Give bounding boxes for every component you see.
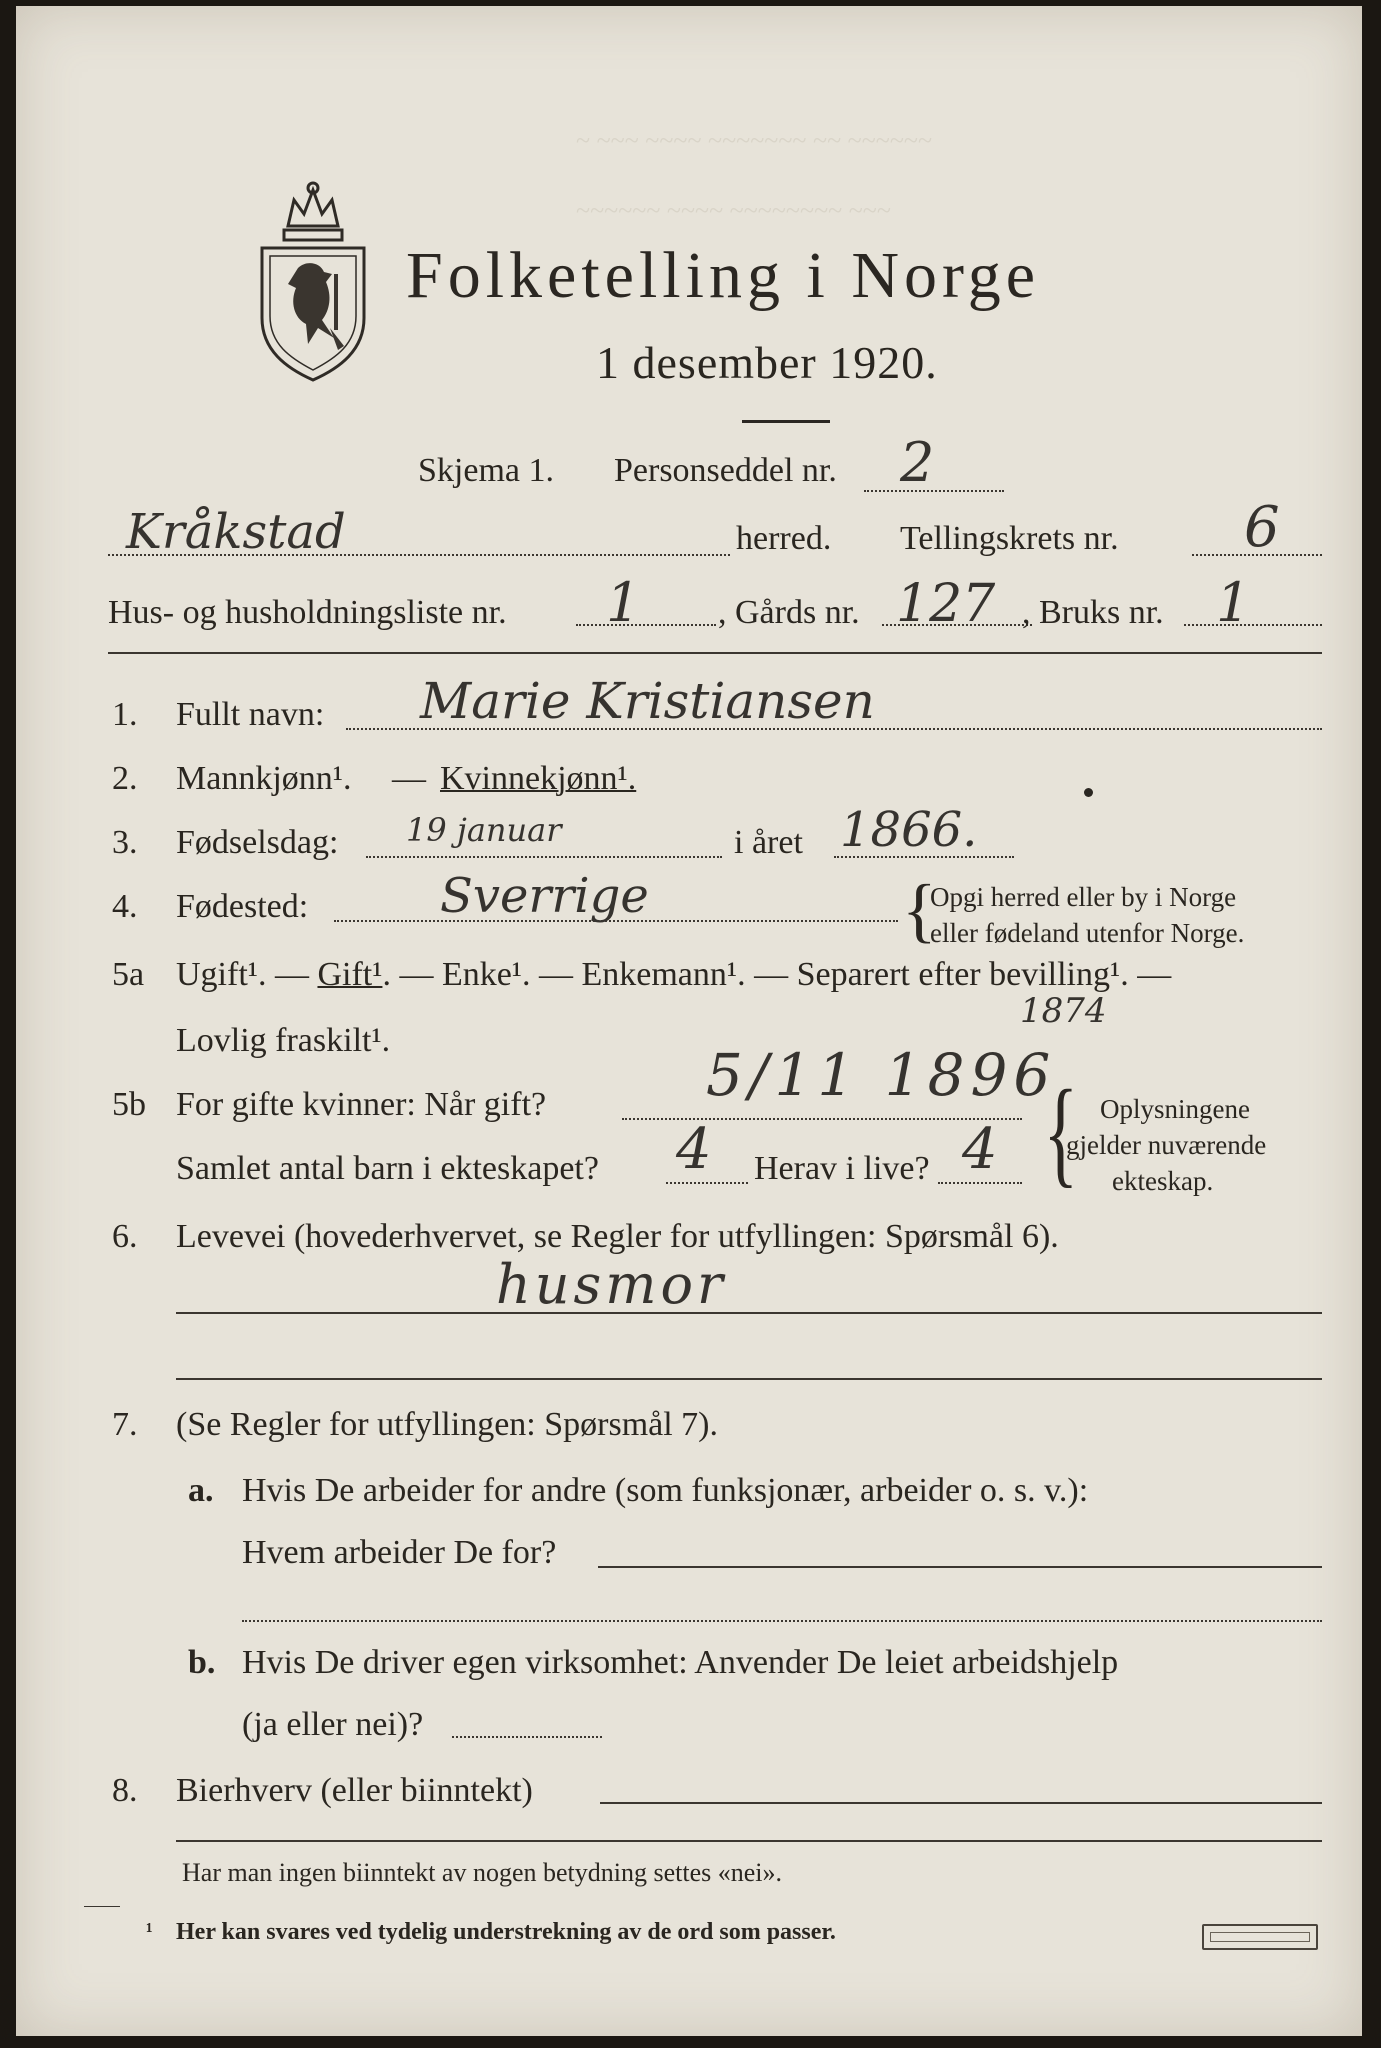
occupation-field[interactable]: husmor	[496, 1253, 727, 1316]
note-brace: {	[1043, 1065, 1079, 1198]
question-number: 7.	[112, 1406, 138, 1443]
husholdningsliste-field-line	[576, 624, 716, 626]
norway-coat-of-arms-icon	[248, 178, 378, 383]
question-number: 4.	[112, 888, 138, 925]
birthplace-note-line1: Opgi herred eller by i Norge	[930, 882, 1237, 912]
printer-stamp	[1202, 1924, 1318, 1950]
question-number: 6.	[112, 1218, 138, 1255]
birthplace-label: Fødested:	[176, 888, 309, 925]
husholdningsliste-label: Hus- og husholdningsliste nr.	[108, 594, 507, 631]
male-option[interactable]: Mannkjønn¹.	[176, 760, 352, 797]
full-name-label: Fullt navn:	[176, 696, 325, 733]
children-alive-label: Herav i live?	[754, 1150, 930, 1187]
option-separator: —	[392, 760, 426, 797]
herred-label: herred.	[736, 520, 832, 557]
footnote-rule	[84, 1906, 120, 1907]
form-title: Folketelling i Norge	[406, 239, 1041, 312]
sub-question-letter: b.	[188, 1644, 216, 1681]
occupation-label: Levevei (hovederhvervet, se Regler for utfyllingen: Spørsmål 6).	[176, 1218, 1059, 1255]
question-number: 8.	[112, 1772, 138, 1809]
question-number: 2.	[112, 760, 138, 797]
hired-help-field[interactable]	[452, 1736, 602, 1738]
children-alive-field-line	[938, 1182, 1022, 1184]
birth-year-field[interactable]: 1866.	[840, 802, 978, 858]
schema-label: Skjema 1.	[418, 452, 554, 489]
personseddel-label: Personseddel nr.	[614, 452, 837, 489]
footnote-text: Her kan svares ved tydelig understrekning av de ord som passer.	[176, 1919, 836, 1945]
question-number: 3.	[112, 824, 138, 861]
question-number: 1.	[112, 696, 138, 733]
bruks-field[interactable]: 1	[1216, 571, 1251, 634]
other-marital-options[interactable]: . — Enke¹. — Enkemann¹. — Separert efter bevilling¹. —	[382, 956, 1172, 993]
children-alive-field[interactable]: 4	[962, 1117, 998, 1182]
unmarried-option[interactable]: Ugift¹. —	[176, 956, 318, 993]
marriage-year-correction: 1874	[1020, 991, 1107, 1031]
birthplace-field[interactable]: Sverrige	[440, 868, 649, 924]
self-employed-question-text: Hvis De driver egen virksomhet: Anvender De leiet arbeidshjelp	[242, 1644, 1119, 1681]
tellingskrets-field[interactable]: 6	[1244, 495, 1280, 560]
children-count-field[interactable]: 4	[676, 1117, 712, 1182]
section-divider	[176, 1840, 1322, 1842]
employment-section-label: (Se Regler for utfyllingen: Spørsmål 7).	[176, 1406, 719, 1443]
secondary-income-field[interactable]	[600, 1802, 1322, 1804]
birthdate-field-line	[366, 856, 722, 858]
birth-year-label: i året	[734, 824, 803, 861]
section-divider	[108, 652, 1322, 654]
occupation-extra-line[interactable]	[176, 1378, 1322, 1380]
herred-field[interactable]: Kråkstad	[126, 504, 346, 560]
marital-status-options[interactable]	[176, 958, 1171, 992]
note-brace: {	[902, 870, 937, 950]
sub-question-letter: a.	[188, 1472, 214, 1509]
marriage-note-line1: Oplysningene	[1100, 1094, 1250, 1124]
ink-dot	[1084, 788, 1093, 797]
birthdate-field[interactable]: 19 januar	[406, 811, 562, 849]
full-name-field[interactable]: Marie Kristiansen	[420, 672, 875, 730]
employee-question-text: Hvis De arbeider for andre (som funksjonær, arbeider o. s. v.):	[242, 1472, 1089, 1509]
employer-label: Hvem arbeider De for?	[242, 1534, 557, 1571]
tellingskrets-label: Tellingskrets nr.	[900, 520, 1119, 557]
bleed-through-text: ~~~~~~ ~~~~ ~~~~~~~~ ~~~	[576, 196, 891, 225]
married-option-selected[interactable]: Gift¹	[317, 956, 383, 993]
question-number: 5b	[112, 1086, 146, 1123]
bruks-label: , Bruks nr.	[1022, 594, 1164, 631]
footnote-marker: ¹	[146, 1918, 153, 1943]
hired-help-label: (ja eller nei)?	[242, 1706, 424, 1743]
marriage-note-line3: ekteskap.	[1112, 1166, 1214, 1196]
no-income-note: Har man ingen biinntekt av nogen betydning settes «nei».	[182, 1858, 783, 1887]
title-divider	[742, 420, 830, 423]
children-count-field-line	[666, 1182, 748, 1184]
question-number: 5a	[112, 956, 145, 993]
gards-label: , Gårds nr.	[718, 594, 860, 631]
bleed-through-text: ~ ~~~ ~~~~ ~~~~~~~ ~~ ~~~~~~	[576, 126, 933, 155]
birthdate-label: Fødselsdag:	[176, 824, 339, 861]
bruks-field-line	[1184, 624, 1322, 626]
employer-field[interactable]	[598, 1566, 1322, 1568]
census-form-sheet	[16, 6, 1362, 2036]
census-date: 1 desember 1920.	[596, 337, 938, 388]
marriage-note-line2: gjelder nuværende	[1066, 1130, 1267, 1160]
gards-field[interactable]: 127	[896, 574, 996, 634]
when-married-label: For gifte kvinner: Når gift?	[176, 1086, 547, 1123]
employer-extra-line[interactable]	[242, 1620, 1322, 1622]
divorced-option[interactable]: Lovlig fraskilt¹.	[176, 1022, 391, 1059]
personseddel-field[interactable]: 2	[900, 431, 935, 494]
husholdningsliste-field[interactable]: 1	[606, 571, 641, 634]
secondary-income-label: Bierhverv (eller biinntekt)	[176, 1772, 533, 1809]
female-option-selected[interactable]: Kvinnekjønn¹.	[440, 760, 637, 797]
occupation-field-line	[176, 1312, 1322, 1314]
personseddel-field-line	[864, 490, 1004, 492]
when-married-field[interactable]: 5/11 1896	[706, 1041, 1057, 1109]
children-count-label: Samlet antal barn i ekteskapet?	[176, 1150, 599, 1187]
birthplace-note-line2: eller fødeland utenfor Norge.	[930, 918, 1245, 948]
